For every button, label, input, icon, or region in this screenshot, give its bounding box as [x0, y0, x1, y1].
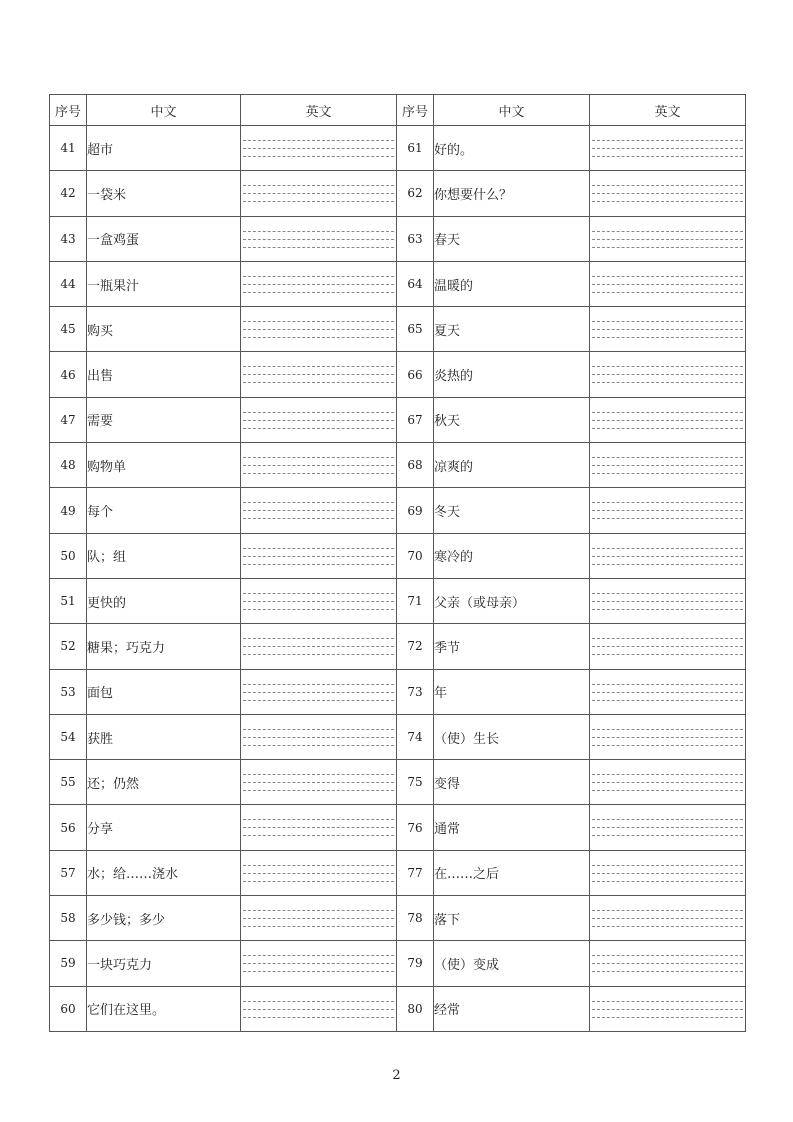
header-chinese-left: 中文 — [87, 95, 241, 126]
chinese-term: 获胜 — [87, 714, 241, 759]
writing-line — [592, 185, 743, 186]
writing-line — [592, 556, 743, 557]
writing-line — [592, 457, 743, 458]
writing-line — [243, 239, 394, 240]
writing-line — [592, 201, 743, 202]
writing-line — [243, 963, 394, 964]
writing-line — [243, 193, 394, 194]
writing-line — [243, 910, 394, 911]
writing-line — [243, 185, 394, 186]
writing-line — [243, 366, 394, 367]
writing-line — [243, 156, 394, 157]
chinese-term: 糖果；巧克力 — [87, 624, 241, 669]
chinese-term: 变得 — [434, 760, 590, 805]
writing-line — [592, 247, 743, 248]
table-row — [50, 669, 746, 714]
item-number: 57 — [50, 850, 87, 895]
writing-line — [592, 638, 743, 639]
writing-line — [592, 382, 743, 383]
table-row — [50, 714, 746, 759]
item-number: 56 — [50, 805, 87, 850]
english-answer-field[interactable] — [590, 986, 746, 1031]
table-row — [50, 941, 746, 986]
chinese-term: 落下 — [434, 896, 590, 941]
chinese-term: 需要 — [87, 397, 241, 442]
writing-line — [243, 556, 394, 557]
writing-line — [243, 782, 394, 783]
table-row — [50, 126, 746, 171]
english-answer-field[interactable] — [590, 624, 746, 669]
english-answer-field[interactable] — [241, 261, 397, 306]
english-answer-field[interactable] — [590, 126, 746, 171]
writing-line — [592, 321, 743, 322]
writing-line — [592, 465, 743, 466]
chinese-term: 夏天 — [434, 307, 590, 352]
english-answer-field[interactable] — [241, 216, 397, 261]
writing-line — [592, 646, 743, 647]
chinese-term: 每个 — [87, 488, 241, 533]
writing-line — [592, 156, 743, 157]
writing-line — [592, 609, 743, 610]
writing-line — [592, 865, 743, 866]
chinese-term: 购买 — [87, 307, 241, 352]
item-number: 44 — [50, 261, 87, 306]
item-number: 64 — [397, 261, 434, 306]
english-answer-field[interactable] — [590, 578, 746, 623]
writing-line — [243, 465, 394, 466]
english-answer-field[interactable] — [590, 760, 746, 805]
chinese-term: 春天 — [434, 216, 590, 261]
english-answer-field[interactable] — [241, 171, 397, 216]
writing-line — [592, 510, 743, 511]
item-number: 41 — [50, 126, 87, 171]
english-answer-field[interactable] — [241, 714, 397, 759]
english-answer-field[interactable] — [590, 941, 746, 986]
writing-line — [592, 548, 743, 549]
writing-line — [592, 918, 743, 919]
item-number: 76 — [397, 805, 434, 850]
english-answer-field[interactable] — [241, 850, 397, 895]
item-number: 72 — [397, 624, 434, 669]
table-row — [50, 352, 746, 397]
writing-line — [592, 284, 743, 285]
chinese-term: 年 — [434, 669, 590, 714]
chinese-term: 在……之后 — [434, 850, 590, 895]
table-row — [50, 805, 746, 850]
writing-line — [592, 231, 743, 232]
chinese-term: 队；组 — [87, 533, 241, 578]
table-row — [50, 261, 746, 306]
english-answer-field[interactable] — [590, 397, 746, 442]
writing-line — [243, 420, 394, 421]
writing-line — [243, 1017, 394, 1018]
chinese-term: 更快的 — [87, 578, 241, 623]
writing-line — [243, 593, 394, 594]
table-row — [50, 488, 746, 533]
writing-line — [243, 457, 394, 458]
writing-line — [592, 593, 743, 594]
writing-line — [592, 873, 743, 874]
item-number: 69 — [397, 488, 434, 533]
chinese-term: 好的。 — [434, 126, 590, 171]
item-number: 47 — [50, 397, 87, 442]
item-number: 75 — [397, 760, 434, 805]
chinese-term: 一袋米 — [87, 171, 241, 216]
chinese-term: 超市 — [87, 126, 241, 171]
chinese-term: （使）生长 — [434, 714, 590, 759]
writing-line — [243, 1001, 394, 1002]
item-number: 45 — [50, 307, 87, 352]
item-number: 59 — [50, 941, 87, 986]
english-answer-field[interactable] — [590, 714, 746, 759]
writing-line — [592, 692, 743, 693]
writing-line — [243, 518, 394, 519]
english-answer-field[interactable] — [241, 624, 397, 669]
writing-line — [243, 827, 394, 828]
item-number: 46 — [50, 352, 87, 397]
writing-line — [243, 684, 394, 685]
writing-line — [243, 873, 394, 874]
chinese-term: 通常 — [434, 805, 590, 850]
english-answer-field[interactable] — [241, 578, 397, 623]
writing-line — [243, 881, 394, 882]
item-number: 80 — [397, 986, 434, 1031]
english-answer-field[interactable] — [590, 669, 746, 714]
writing-line — [243, 971, 394, 972]
writing-line — [592, 835, 743, 836]
writing-line — [243, 926, 394, 927]
item-number: 77 — [397, 850, 434, 895]
writing-line — [243, 638, 394, 639]
writing-line — [592, 366, 743, 367]
writing-line — [243, 601, 394, 602]
writing-line — [243, 428, 394, 429]
chinese-term: 凉爽的 — [434, 443, 590, 488]
item-number: 58 — [50, 896, 87, 941]
chinese-term: 经常 — [434, 986, 590, 1031]
item-number: 43 — [50, 216, 87, 261]
writing-line — [243, 745, 394, 746]
writing-line — [592, 276, 743, 277]
chinese-term: 一块巧克力 — [87, 941, 241, 986]
writing-line — [243, 835, 394, 836]
writing-line — [592, 684, 743, 685]
chinese-term: 季节 — [434, 624, 590, 669]
writing-line — [243, 609, 394, 610]
writing-line — [243, 284, 394, 285]
english-answer-field[interactable] — [241, 397, 397, 442]
english-answer-field[interactable] — [241, 669, 397, 714]
writing-line — [592, 1001, 743, 1002]
writing-line — [243, 646, 394, 647]
chinese-term: 购物单 — [87, 443, 241, 488]
english-answer-field[interactable] — [590, 896, 746, 941]
english-answer-field[interactable] — [590, 216, 746, 261]
item-number: 66 — [397, 352, 434, 397]
item-number: 67 — [397, 397, 434, 442]
writing-line — [592, 819, 743, 820]
item-number: 62 — [397, 171, 434, 216]
writing-line — [592, 148, 743, 149]
item-number: 71 — [397, 578, 434, 623]
table-row — [50, 896, 746, 941]
writing-line — [592, 140, 743, 141]
writing-line — [243, 321, 394, 322]
item-number: 48 — [50, 443, 87, 488]
english-answer-field[interactable] — [241, 352, 397, 397]
english-answer-field[interactable] — [590, 443, 746, 488]
item-number: 70 — [397, 533, 434, 578]
writing-line — [592, 774, 743, 775]
writing-line — [243, 737, 394, 738]
item-number: 50 — [50, 533, 87, 578]
writing-line — [592, 601, 743, 602]
vocabulary-table — [49, 94, 746, 1032]
writing-line — [592, 745, 743, 746]
item-number: 78 — [397, 896, 434, 941]
english-answer-field[interactable] — [241, 307, 397, 352]
english-answer-field[interactable] — [241, 941, 397, 986]
writing-line — [592, 412, 743, 413]
writing-line — [243, 247, 394, 248]
table-row — [50, 624, 746, 669]
header-row — [50, 95, 746, 126]
writing-line — [243, 865, 394, 866]
writing-line — [592, 910, 743, 911]
table-row — [50, 216, 746, 261]
table-row — [50, 307, 746, 352]
writing-line — [592, 955, 743, 956]
writing-line — [592, 782, 743, 783]
table-body — [50, 126, 746, 1032]
chinese-term: 温暖的 — [434, 261, 590, 306]
writing-line — [592, 502, 743, 503]
item-number: 63 — [397, 216, 434, 261]
writing-line — [243, 564, 394, 565]
writing-line — [592, 1017, 743, 1018]
table-row — [50, 986, 746, 1031]
writing-line — [243, 700, 394, 701]
table-row — [50, 533, 746, 578]
item-number: 53 — [50, 669, 87, 714]
item-number: 52 — [50, 624, 87, 669]
chinese-term: 面包 — [87, 669, 241, 714]
writing-line — [592, 729, 743, 730]
writing-line — [243, 148, 394, 149]
english-answer-field[interactable] — [590, 307, 746, 352]
item-number: 51 — [50, 578, 87, 623]
item-number: 68 — [397, 443, 434, 488]
item-number: 65 — [397, 307, 434, 352]
table-row — [50, 578, 746, 623]
writing-line — [592, 654, 743, 655]
writing-line — [592, 374, 743, 375]
chinese-term: 秋天 — [434, 397, 590, 442]
english-answer-field[interactable] — [590, 352, 746, 397]
chinese-term: 还；仍然 — [87, 760, 241, 805]
chinese-term: 炎热的 — [434, 352, 590, 397]
table-row — [50, 171, 746, 216]
english-answer-field[interactable] — [590, 850, 746, 895]
writing-line — [592, 700, 743, 701]
chinese-term: （使）变成 — [434, 941, 590, 986]
writing-line — [592, 518, 743, 519]
writing-line — [243, 140, 394, 141]
writing-line — [592, 473, 743, 474]
chinese-term: 你想要什么？ — [434, 171, 590, 216]
table-row — [50, 760, 746, 805]
header-num-right: 序号 — [397, 95, 434, 126]
item-number: 73 — [397, 669, 434, 714]
header-english-left: 英文 — [241, 95, 397, 126]
writing-line — [592, 971, 743, 972]
writing-line — [243, 374, 394, 375]
page-number: 2 — [392, 1068, 401, 1083]
writing-line — [592, 292, 743, 293]
writing-line — [243, 548, 394, 549]
item-number: 54 — [50, 714, 87, 759]
table-row — [50, 850, 746, 895]
chinese-term: 冬天 — [434, 488, 590, 533]
chinese-term: 分享 — [87, 805, 241, 850]
chinese-term: 父亲（或母亲） — [434, 578, 590, 623]
writing-line — [592, 337, 743, 338]
chinese-term: 多少钱；多少 — [87, 896, 241, 941]
writing-line — [592, 963, 743, 964]
writing-line — [243, 337, 394, 338]
writing-line — [243, 231, 394, 232]
item-number: 60 — [50, 986, 87, 1031]
header-num-left: 序号 — [50, 95, 87, 126]
writing-line — [243, 654, 394, 655]
writing-line — [592, 737, 743, 738]
english-answer-field[interactable] — [241, 896, 397, 941]
english-answer-field[interactable] — [590, 261, 746, 306]
writing-line — [243, 502, 394, 503]
writing-line — [243, 790, 394, 791]
writing-line — [592, 827, 743, 828]
item-number: 74 — [397, 714, 434, 759]
chinese-term: 一盒鸡蛋 — [87, 216, 241, 261]
chinese-term: 它们在这里。 — [87, 986, 241, 1031]
writing-line — [592, 193, 743, 194]
writing-line — [592, 564, 743, 565]
item-number: 79 — [397, 941, 434, 986]
writing-line — [243, 955, 394, 956]
writing-line — [243, 292, 394, 293]
english-answer-field[interactable] — [241, 126, 397, 171]
english-answer-field[interactable] — [590, 171, 746, 216]
english-answer-field[interactable] — [241, 805, 397, 850]
header-chinese-right: 中文 — [434, 95, 590, 126]
item-number: 42 — [50, 171, 87, 216]
english-answer-field[interactable] — [590, 488, 746, 533]
writing-line — [243, 918, 394, 919]
chinese-term: 出售 — [87, 352, 241, 397]
writing-line — [243, 774, 394, 775]
writing-line — [243, 729, 394, 730]
writing-line — [243, 412, 394, 413]
writing-line — [592, 239, 743, 240]
writing-line — [592, 926, 743, 927]
english-answer-field[interactable] — [241, 986, 397, 1031]
writing-line — [592, 420, 743, 421]
chinese-term: 一瓶果汁 — [87, 261, 241, 306]
writing-line — [592, 790, 743, 791]
writing-line — [592, 329, 743, 330]
writing-line — [243, 473, 394, 474]
item-number: 61 — [397, 126, 434, 171]
english-answer-field[interactable] — [241, 443, 397, 488]
writing-line — [243, 692, 394, 693]
english-answer-field[interactable] — [590, 533, 746, 578]
item-number: 55 — [50, 760, 87, 805]
writing-line — [592, 881, 743, 882]
writing-line — [243, 329, 394, 330]
writing-line — [592, 428, 743, 429]
english-answer-field[interactable] — [241, 760, 397, 805]
writing-line — [243, 819, 394, 820]
writing-line — [243, 510, 394, 511]
writing-line — [243, 382, 394, 383]
table-row — [50, 443, 746, 488]
writing-line — [592, 1009, 743, 1010]
header-english-right: 英文 — [590, 95, 746, 126]
english-answer-field[interactable] — [241, 488, 397, 533]
item-number: 49 — [50, 488, 87, 533]
writing-line — [243, 201, 394, 202]
english-answer-field[interactable] — [241, 533, 397, 578]
chinese-term: 水；给……浇水 — [87, 850, 241, 895]
writing-line — [243, 1009, 394, 1010]
writing-line — [243, 276, 394, 277]
english-answer-field[interactable] — [590, 805, 746, 850]
chinese-term: 寒冷的 — [434, 533, 590, 578]
table-row — [50, 397, 746, 442]
